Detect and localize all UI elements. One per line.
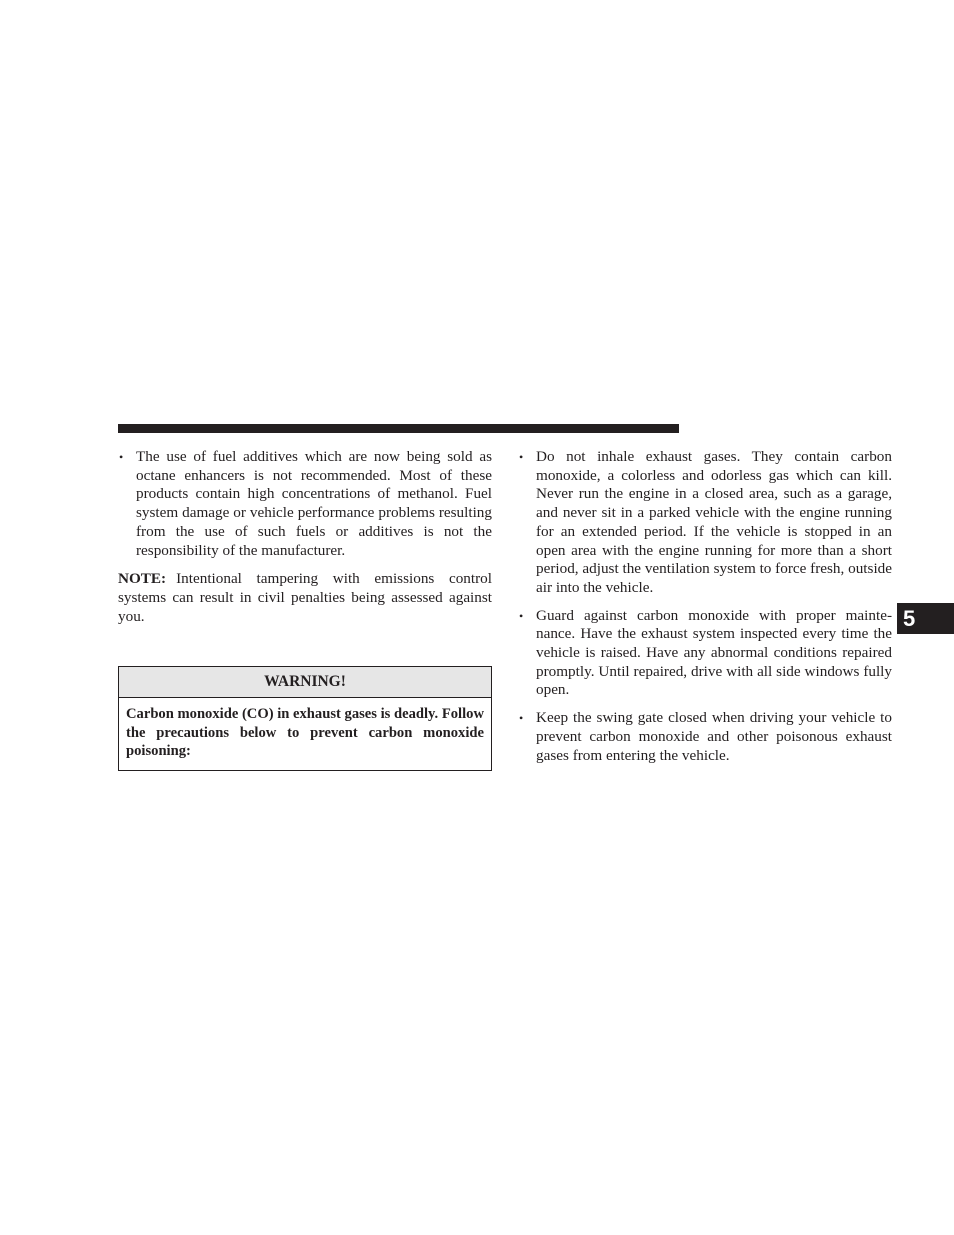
left-column <box>118 448 492 626</box>
note-paragraph <box>118 570 492 626</box>
list-item <box>518 709 892 765</box>
bullet-text: Do not inhale exhaust gases. They contain carbon monoxide, a colorless and odorless gas which can kill. Never run the engine in a closed area, such as a garage, and never sit in a parked vehicle with the engine running for an extended period. If the vehicle is stopped in an open area with the engine running for more than a short period, adjust the ventilation system to force fresh, outside air into the vehicle. <box>536 448 892 596</box>
warning-box <box>118 666 492 771</box>
bullet-icon: • <box>519 608 524 623</box>
warning-title: WARNING! <box>119 667 491 698</box>
warning-text: Carbon monoxide (CO) in exhaust gases is deadly. Follow the precautions below to prevent carbon monoxide poisoning: <box>126 706 484 760</box>
bullet-icon: • <box>119 450 124 464</box>
list-item <box>518 448 892 598</box>
bullet-text: Keep the swing gate closed when driving your vehicle to prevent carbon monoxide and other poisonous exhaust gases from entering the vehicle. <box>536 709 892 764</box>
top-rule <box>118 424 679 433</box>
bullet-icon: • <box>519 450 524 464</box>
note-label: NOTE: <box>118 570 167 588</box>
chapter-tab: 5 <box>897 603 954 634</box>
note-text: Intentional tampering with emissions control systems can result in civil penalties being assessed against you. <box>118 570 492 625</box>
bullet-text: The use of fuel additives which are now being sold as octane enhancers is not recommended. Most of these products contain high concentrations of methanol. Fuel system damage or vehicle performance problems resulting from the use of such fuels or additives is not the responsibility of the manufacturer. <box>136 448 492 559</box>
right-column <box>518 448 892 774</box>
bullet-icon: • <box>519 711 524 726</box>
bullet-text: Guard against carbon monoxide with proper mainte-nance. Have the exhaust system inspected every time the vehicle is raised. Have any abnormal conditions repaired promptly. Until repaired, drive with all side windows fully open. <box>536 606 892 699</box>
list-item <box>518 607 892 701</box>
list-item <box>118 448 492 560</box>
